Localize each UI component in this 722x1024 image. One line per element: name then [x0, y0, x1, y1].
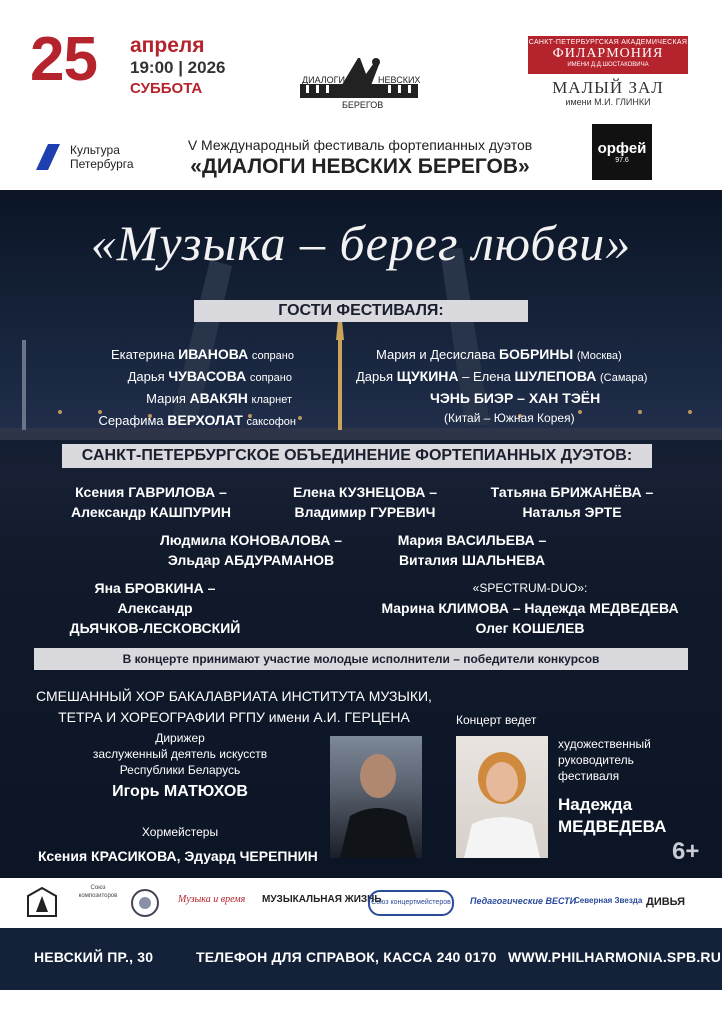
duo-3: [472, 482, 672, 522]
conductor-title: заслуженный деятель искусств: [92, 747, 268, 761]
guests-heading: ГОСТИ ФЕСТИВАЛЯ:: [194, 300, 528, 322]
choir-title-line: СМЕШАННЫЙ ХОР БАКАЛАВРИАТА ИНСТИТУТА МУЗЫКИ,: [36, 688, 432, 704]
duo-line: Александр: [117, 600, 193, 616]
footer-address: НЕВСКИЙ ПР., 30: [34, 949, 154, 965]
conductor-photo: [330, 736, 422, 858]
philharmonia-top: САНКТ-ПЕТЕРБУРГСКАЯ АКАДЕМИЧЕСКАЯ: [528, 39, 688, 46]
guest-role: сопрано: [249, 372, 292, 384]
guest-right-1: [376, 344, 622, 366]
duo-line: Людмила КОНОВАЛОВА –: [159, 532, 343, 548]
festival-logo: [296, 54, 422, 112]
host-photo: [456, 736, 548, 858]
footer-phone: ТЕЛЕФОН ДЛЯ СПРАВОК, КАССА 240 0170: [196, 949, 497, 965]
host-first-name: Надежда: [558, 795, 633, 814]
guest-right-3: ЧЭНЬ БИЭР – ХАН ТЭЁН: [430, 390, 601, 406]
duo-line: Эльдар АБДУРАМАНОВ: [167, 552, 335, 568]
conductor-label: Дирижер: [155, 731, 205, 745]
partner-logos: [0, 878, 722, 928]
partner-composers: Союз композиторов: [78, 885, 118, 899]
guest-last-name: ВЕРХОЛАТ: [167, 412, 243, 428]
hall-sub: имени М.И. ГЛИНКИ: [565, 97, 651, 107]
duo-line: Владимир ГУРЕВИЧ: [294, 504, 436, 520]
guest-left-1: [111, 344, 294, 366]
young-performers-note: В концерте принимают участие молодые исполнители – победители конкурсов: [34, 648, 688, 670]
duo-5: [372, 530, 572, 570]
duo-line: Яна БРОВКИНА –: [94, 580, 216, 596]
footer-bar: [0, 928, 722, 990]
partner-music-life: МУЗЫКАЛЬНАЯ ЖИЗНЬ: [262, 894, 382, 905]
choir-title: [34, 686, 434, 728]
partner-accompanists: Союз концертмейстеров: [368, 890, 454, 916]
partner-fest-icon: [24, 886, 60, 920]
choirmasters-label: Хормейстеры: [141, 825, 219, 839]
poster-panel: [0, 190, 722, 878]
host-role-line: фестиваля: [558, 769, 620, 783]
duo-line: Виталия ШАЛЬНЕВА: [398, 552, 546, 568]
duo-2: [270, 482, 460, 522]
date-weekday: СУББОТА: [130, 80, 203, 97]
guest-city: (Москва): [576, 350, 622, 362]
conductor-title: Республики Беларусь: [119, 763, 241, 777]
hall-name: МАЛЫЙ ЗАЛ: [552, 78, 664, 97]
duo-6: [50, 578, 260, 638]
kultura-text: [70, 143, 134, 171]
guest-role: саксофон: [246, 416, 296, 428]
association-heading: САНКТ-ПЕТЕРБУРГСКОЕ ОБЪЕДИНЕНИЕ ФОРТЕПИАННЫХ ДУЭТОВ:: [62, 444, 652, 468]
partner-seal-icon: [130, 888, 160, 918]
partner-divya: ДИВЬЯ: [646, 896, 686, 908]
duo-4: [136, 530, 366, 570]
svg-text:БЕРЕГОВ: БЕРЕГОВ: [342, 100, 384, 110]
guest-last-name: ЧУВАСОВА: [168, 368, 247, 384]
choir-title-line: ТЕТРА И ХОРЕОГРАФИИ РГПУ имени А.И. ГЕРЦЕНА: [58, 709, 410, 725]
svg-text:НЕВСКИХ: НЕВСКИХ: [378, 75, 421, 85]
philharmonia-sub: ИМЕНИ Д.Д.ШОСТАКОВИЧА: [567, 62, 649, 68]
duo-7: [362, 578, 698, 638]
duo-line: Марина КЛИМОВА – Надежда МЕДВЕДЕВА: [381, 600, 679, 616]
orfei-logo: [592, 124, 652, 180]
guest-last-name: ЩУКИНА: [396, 368, 459, 384]
conductor-block: [60, 730, 300, 800]
age-rating: 6+: [672, 838, 700, 865]
duo-1: [56, 482, 246, 522]
duo-line: Наталья ЭРТЕ: [522, 504, 622, 520]
duo-line: ДЬЯЧКОВ-ЛЕСКОВСКИЙ: [69, 620, 241, 636]
duo-line: Александр КАШПУРИН: [71, 504, 231, 520]
footer-website[interactable]: WWW.PHILHARMONIA.SPB.RU: [508, 949, 722, 965]
guest-separator: – Елена: [458, 369, 515, 384]
guest-first-name: Дарья: [127, 369, 165, 384]
guest-role: сопрано: [251, 350, 294, 362]
orfei-name: орфей: [597, 140, 647, 157]
festival-title: «ДИАЛОГИ НЕВСКИХ БЕРЕГОВ»: [190, 155, 530, 178]
philharmonia-logo: [528, 36, 688, 74]
guest-first-name: Мария: [146, 391, 186, 406]
partner-north-star: Северная Звезда: [574, 896, 643, 905]
date-month: апреля: [130, 34, 205, 57]
choirmasters-names: Ксения КРАСИКОВА, Эдуард ЧЕРЕПНИН: [38, 848, 318, 864]
host-label: Концерт ведет: [456, 713, 537, 727]
guest-last-name: АВАКЯН: [189, 390, 248, 406]
guest-left-2: [128, 366, 292, 388]
date-day-number: 25: [30, 25, 97, 94]
duo-line: Елена КУЗНЕЦОВА –: [292, 484, 438, 500]
guest-last-name: БОБРИНЫ: [498, 346, 574, 362]
host-role: [558, 736, 651, 784]
festival-subtitle: V Международный фестиваль фортепианных дуэтов: [187, 137, 533, 153]
philharmonia-name: ФИЛАРМОНИЯ: [552, 46, 664, 61]
guest-names: Мария и Десислава: [376, 347, 496, 362]
guest-role: кларнет: [251, 394, 292, 406]
date-time-year: 19:00 | 2026: [130, 58, 226, 77]
host-last-name: МЕДВЕДЕВА: [558, 817, 667, 836]
host-name: [558, 794, 666, 838]
kultura-line1: Культура: [70, 143, 120, 157]
duo-line: «SPECTRUM-DUO»:: [472, 581, 588, 595]
duo-line: Олег КОШЕЛЕВ: [475, 620, 585, 636]
duo-line: Мария ВАСИЛЬЕВА –: [397, 532, 547, 548]
guest-left-3: [146, 388, 292, 410]
kultura-line2: Петербурга: [70, 157, 134, 171]
guest-first-name: Серафима: [98, 413, 164, 428]
kultura-icon: [32, 138, 68, 174]
partner-music-time: Музыка и время: [178, 894, 246, 905]
guest-city: (Самара): [600, 372, 648, 384]
guest-first-name: Екатерина: [110, 347, 175, 362]
guest-last-name: ИВАНОВА: [178, 346, 249, 362]
svg-text:ДИАЛОГИ: ДИАЛОГИ: [302, 75, 346, 85]
guest-last-name-2: ШУЛЕПОВА: [514, 368, 597, 384]
guest-right-4: (Китай – Южная Корея): [444, 411, 575, 425]
duo-line: Ксения ГАВРИЛОВА –: [75, 484, 227, 500]
host-role-line: художественный: [558, 737, 651, 751]
guest-left-4: [98, 410, 296, 432]
guest-right-2: [356, 366, 647, 388]
concert-title: «Музыка – берег любви»: [90, 215, 632, 271]
host-role-line: руководитель: [558, 753, 634, 767]
guest-names: Дарья: [356, 369, 394, 384]
conductor-name: Игорь МАТЮХОВ: [112, 783, 248, 800]
duo-line: Татьяна БРИЖАНЁВА –: [490, 484, 654, 500]
orfei-freq: 97.6: [615, 157, 629, 164]
partner-ped-vesti: Педагогические ВЕСТИ: [470, 896, 577, 906]
